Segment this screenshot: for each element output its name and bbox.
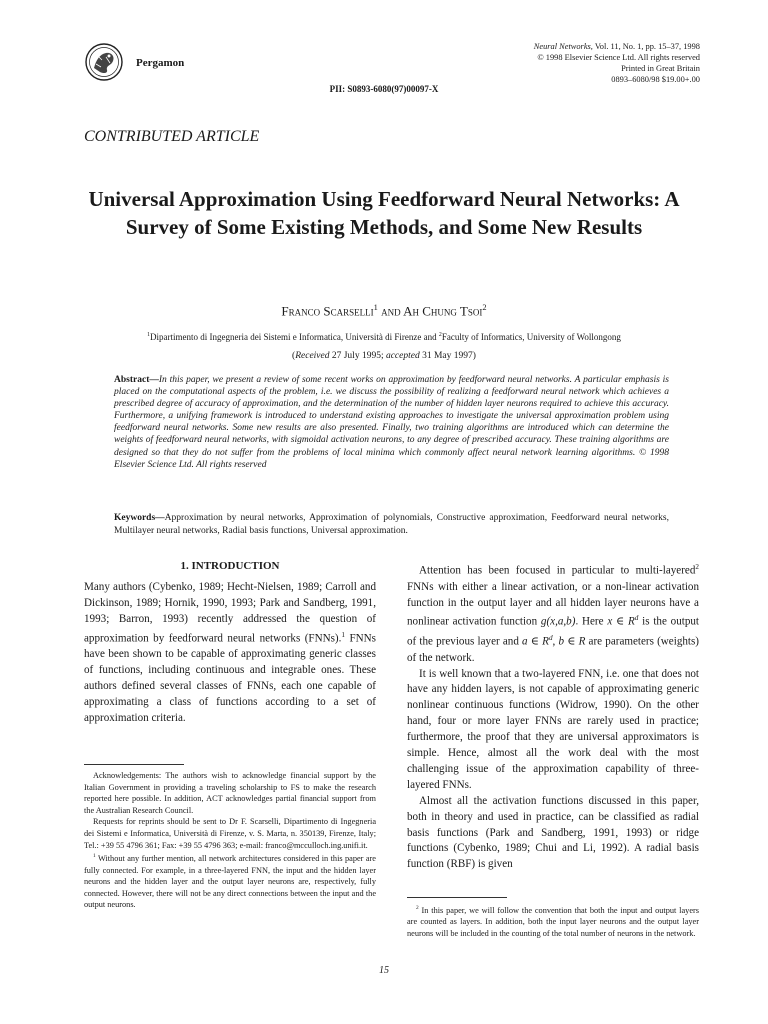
- keywords-text: Approximation by neural networks, Approximation of polynomials, Constructive approximation, Feedforward neural networks, Multilayer neural networks, Radial basis functions, Universal approximation.: [114, 513, 669, 536]
- math-b: b: [558, 635, 565, 648]
- left-footnotes: [84, 770, 376, 911]
- footnote-ref: 1: [341, 630, 346, 639]
- author-affil-sup: 1: [373, 302, 378, 312]
- pii-line: PII: S0893-6080(97)00097-X: [329, 84, 439, 94]
- footnote-text: In this paper, we will follow the convention that both the input and output layers are counted as layers. In addition, both the input layer neurons and the output layer neurons will be included in the counting of the total number of neurons in the network.: [407, 905, 699, 938]
- publisher-logo: [84, 42, 124, 82]
- affil-sup: 1: [147, 332, 150, 338]
- paragraph-text: are parameters (weights) of the network.: [407, 635, 700, 664]
- journal-info: [534, 41, 700, 85]
- author-name: Franco Scarselli: [281, 303, 374, 319]
- reprint-requests: Requests for reprints should be sent to Dr F. Scarselli, Dipartimento di Ingegneria dei Sistemi e Informatica, Università di Firenze, v. S. Marta, n. 350139, Firenze, Italy; Tel.: +39 55 4796 361; Fax: +39 55 4796 363; e-mail: franco@mcculloch.ing.unifi.it.: [84, 817, 376, 850]
- printed-line: Printed in Great Britain: [621, 64, 700, 73]
- math-d: d: [548, 634, 553, 642]
- section-label: CONTRIBUTED ARTICLE: [84, 128, 260, 145]
- math-R: R: [578, 635, 586, 648]
- math-in: ∈: [612, 616, 628, 629]
- math-args: (x,a,b): [546, 616, 576, 629]
- received-date: 27 July 1995;: [329, 351, 386, 361]
- paragraph: [84, 580, 376, 727]
- math-R: R: [542, 635, 549, 648]
- footnote-divider: [84, 764, 184, 765]
- math-x: x: [607, 616, 613, 629]
- footnote-2: [407, 903, 699, 940]
- math-in: ∈: [527, 635, 543, 648]
- footnote-ref: 2: [695, 563, 699, 571]
- footnote-mark: 1: [93, 853, 96, 860]
- math-d: d: [634, 614, 639, 623]
- acknowledgements: Acknowledgements: The authors wish to acknowledge financial support by the Italian Government in providing a traveling scholarship to FS to make the research reported here possible. In addition, ACT acknowledges partial financial support from the Australian Research Council.: [84, 771, 376, 815]
- math-g: g: [540, 616, 547, 629]
- journal-volume: , Vol. 11, No. 1, pp. 15–37, 1998: [590, 42, 700, 51]
- author-name: Ah Chung Tsoi: [403, 303, 483, 319]
- math-a: a: [522, 635, 528, 648]
- paragraph-text: . Here: [575, 616, 608, 629]
- math-R: R: [628, 616, 635, 629]
- paragraph-text: FNNs with either a linear activation, or a non-linear activation function in the output layer and all hidden layer neurons have a nonlinear activation function: [407, 580, 699, 629]
- footnote-1: [84, 851, 376, 911]
- article-title: Universal Approximation Using Feedforward Neural Networks: A Survey of Some Existing Methods, and Some New Results: [88, 187, 680, 239]
- affil-sup: 2: [438, 332, 442, 338]
- accepted-date: 31 May 1997: [419, 351, 473, 361]
- footnote-text: Without any further mention, all network architectures considered in this paper are fully connected. For example, in a three-layered FNN, the input and the hidden layer neurons and the hidden layer and the output layer neurons are, respectively, fully connected. However, there will not be any direct connections between the input and the output neurons.: [84, 853, 376, 910]
- page-number: 15: [379, 965, 389, 976]
- keywords: [114, 512, 669, 538]
- footnote-divider: [407, 897, 507, 898]
- paragraph-text: is the output of the previous layer and: [407, 616, 700, 648]
- journal-name: Neural Networks: [533, 42, 591, 51]
- received-dates: (Received 27 July 1995; accepted 31 May 1997): [292, 351, 476, 361]
- right-footnotes: [407, 903, 699, 940]
- paragraph-text: FNNs have been shown to be capable of approximating generic classes of functions, including continuous and integrable ones. These authors defined several classes of FNNs, each one capable of approximating a class of functions according to a set of approximation criteria.: [84, 632, 376, 724]
- paragraph-text: Attention has been focused in particular to multi-layered: [419, 564, 696, 577]
- abstract: [114, 374, 669, 471]
- affiliations: [0, 332, 768, 342]
- footnote-mark: 2: [416, 905, 419, 911]
- right-column: [407, 560, 699, 873]
- abstract-text: In this paper, we present a review of some recent works on approximation by feedforward neural networks. A particular emphasis is placed on the computational aspects of the problem, i.e. we discuss the possibility of realizing a feedforward neural network which achieves a prescribed degree of accuracy of approximation, and the determination of the number of hidden layer neurons required to achieve this accuracy. Furthermore, a unifying framework is introduced to understand existing approaches to investigate the universal approximation problem using feedforward neural networks. Some new results are also presented. Finally, two training algorithms are introduced which can determine the weights of feedforward neural networks, with sigmoidal activation neurons, to any degree of prescribed accuracy. These training algorithms are designed so that they do not suffer from the problems of local minima which commonly affect neural network learning algorithms. © 1998 Elsevier Science Ltd. All rights reserved: [114, 375, 669, 470]
- section-heading: 1. INTRODUCTION: [180, 560, 280, 572]
- paragraph: It is well known that a two-layered FNN, i.e. one that does not have any hidden layers, is not capable of approximating generic nonlinear continuous functions (Widrow, 1990). On the other hand, four or more layer FNNs are rarely used in practice; furthermore, the proof that they are universal approximators is simple. Hence, almost all the work deal with the most challenging issue of the approximation capability of three-layered FNNs.: [407, 667, 699, 791]
- issn-line: 0893–6080/98 $19.00+.00: [611, 75, 700, 84]
- left-column: [84, 560, 376, 727]
- paragraph: Almost all the activation functions discussed in this paper, both in theory and used in practice, can be classified as radial basis functions (Park and Sandberg, 1991, 1993) or ridge functions (Cybenko, 1989; Chui and Li, 1992). A radial basis function (RBF) is given: [407, 794, 699, 871]
- affiliation-1: Dipartimento di Ingegneria dei Sistemi e Informatica, Università di Firenze and: [149, 332, 439, 342]
- received-label: Received: [295, 351, 330, 361]
- publisher-name: Pergamon: [136, 57, 185, 69]
- copyright-line: © 1998 Elsevier Science Ltd. All rights reserved: [537, 53, 700, 62]
- affiliation-2: Faculty of Informatics, University of Wollongong: [441, 332, 621, 342]
- paragraph: [407, 560, 699, 667]
- math-in: ∈: [564, 635, 579, 648]
- author-joiner: and: [377, 303, 404, 319]
- author-affil-sup: 2: [482, 302, 487, 312]
- abstract-label: Abstract—: [114, 375, 159, 385]
- accepted-label: accepted: [385, 351, 420, 361]
- author-list: [0, 302, 768, 319]
- paragraph-text: Many authors (Cybenko, 1989; Hecht-Nielsen, 1989; Carroll and Dickinson, 1989; Hornik, 1990, 1993; Park and Sandberg, 1991, 1993; Barron, 1993) recently addressed the question of approximation by feedforward neural networks (FNNs).: [84, 581, 376, 645]
- keywords-label: Keywords—: [114, 513, 165, 523]
- paragraph-text: ,: [552, 635, 559, 648]
- pergamon-emblem-icon: [84, 42, 124, 82]
